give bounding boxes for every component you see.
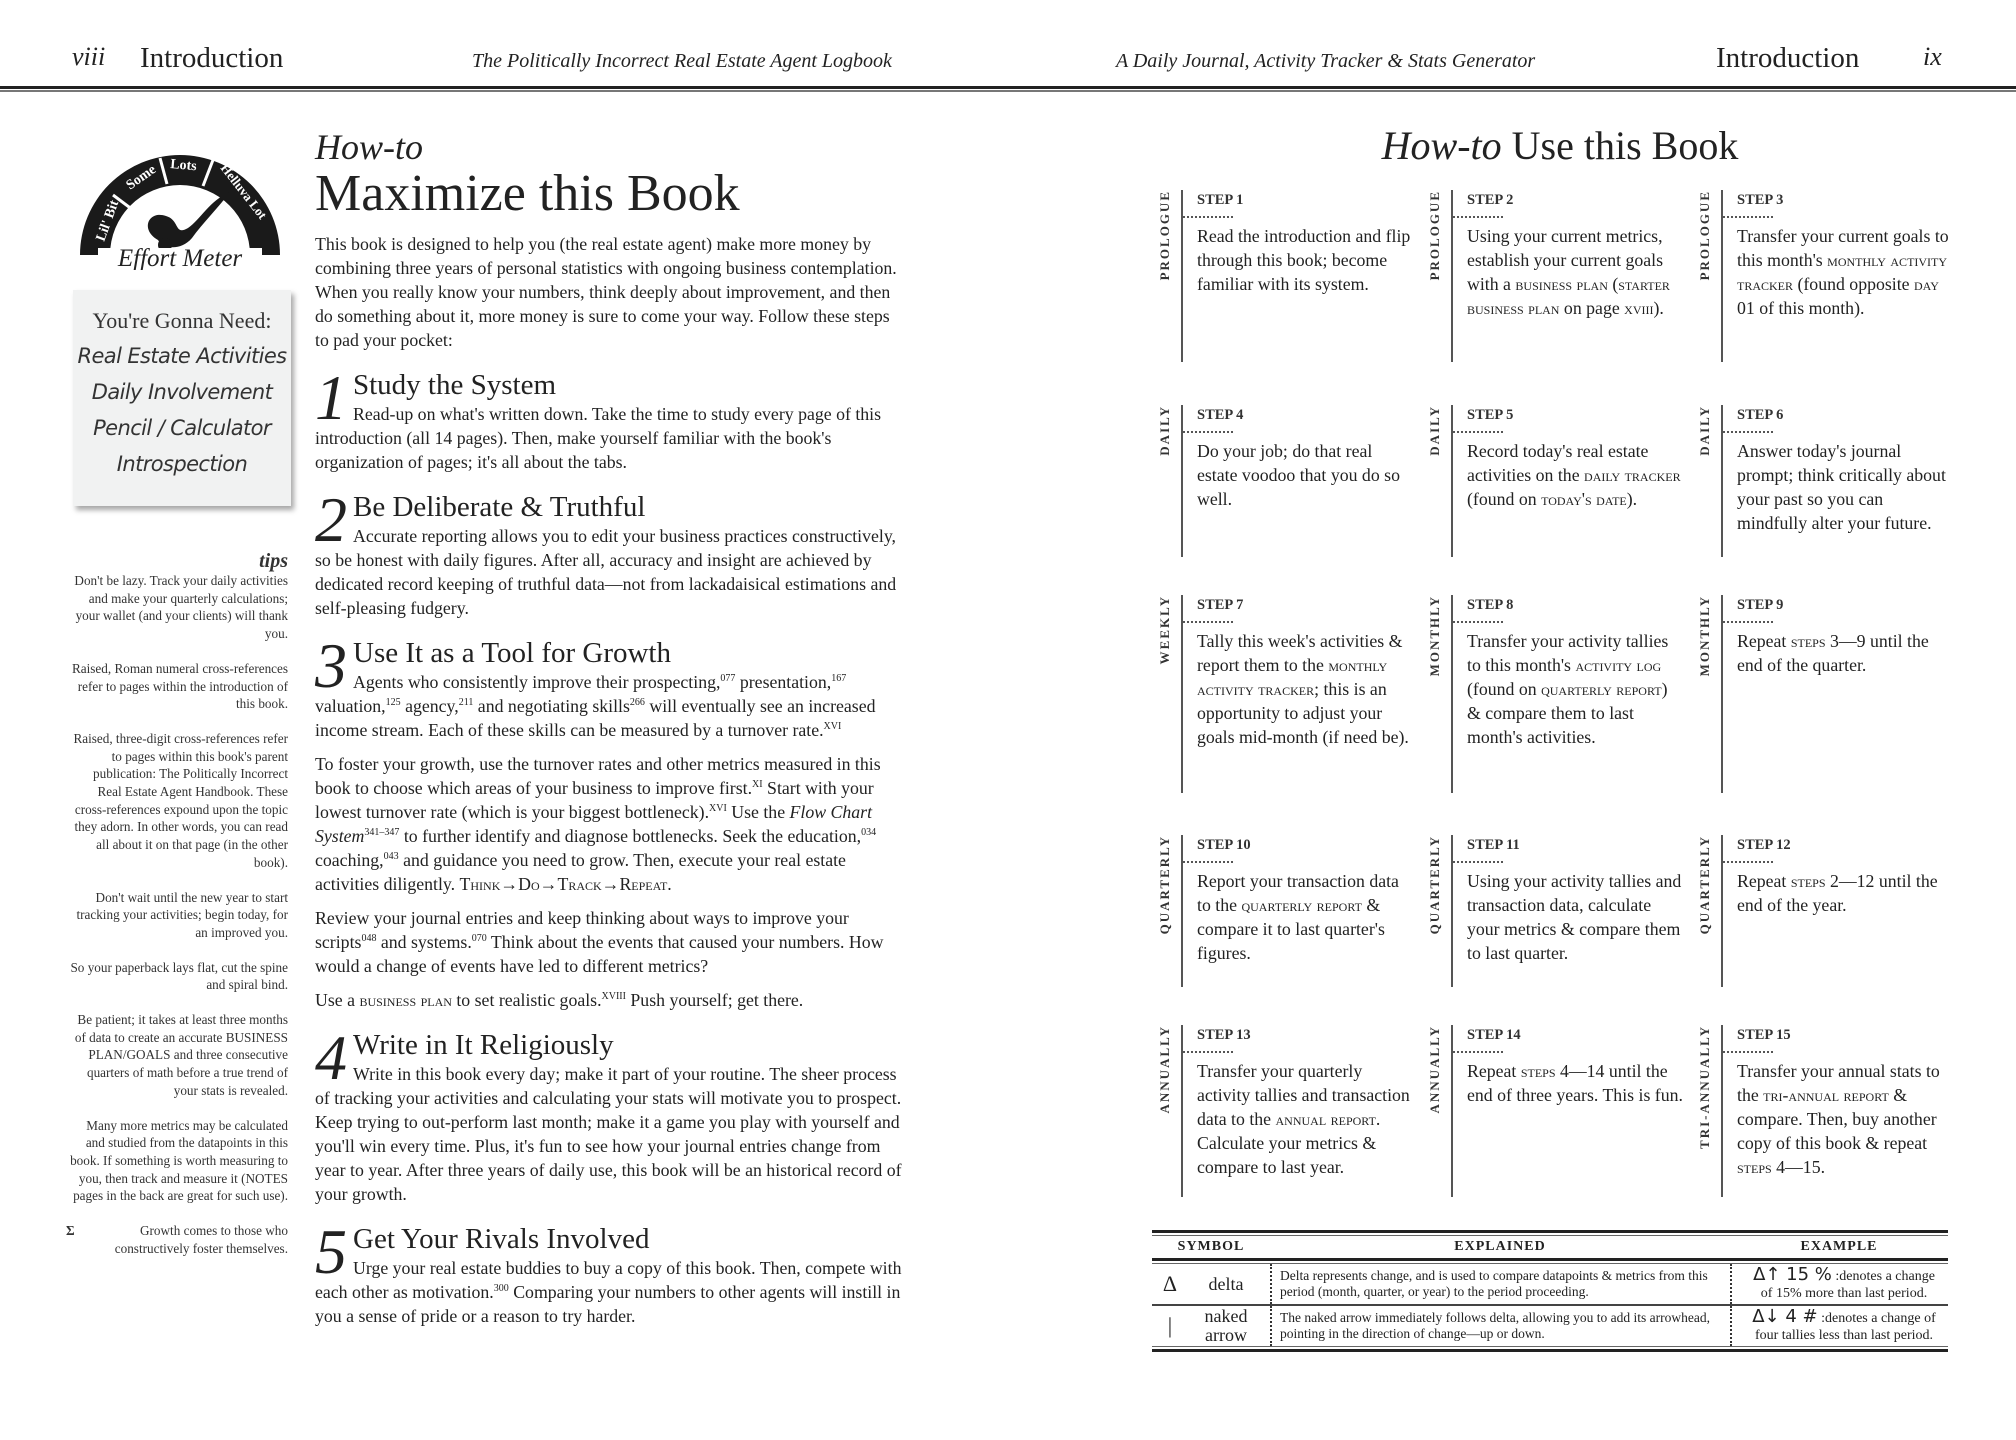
legend-header [1152, 1236, 1948, 1258]
step-divider [1451, 405, 1453, 557]
step-text: Using your current metrics, establish your current goals with a business plan (starter business plan on page xviii). [1467, 226, 1670, 318]
step-card: DAILY STEP 6 Answer today's journal prompt; think critically about your past so you can mindfully alter your future. [1695, 405, 1955, 557]
section-body: Accurate reporting allows you to edit your business practices constructively, so be honest with daily figures. After all, accuracy and insight are achieved by dedicated record keeping of truthful data—not from lackadaisical estimations and self-pleasing fudgery. [315, 526, 897, 618]
section-paragraph: To foster your growth, use the turnover rates and other metrics measured in this book to choose which areas of your business to improve first.$^{XI}$ Start with your lowest turnover rate (which is your biggest bottleneck).$^{XVI}$ Use the Flow Chart System$^{341-347}$ to further identify and diagnose bottlenecks. Seek the education,$^{034}$ coaching,$^{043}$ and guidance you need to grow. Then, execute your real estate activities diligently. Think→Do→Track→Repeat. [315, 754, 881, 894]
step-dotted-rule [1723, 216, 1773, 218]
article-kicker: How-to [315, 127, 423, 167]
step-label: STEP 10 [1197, 837, 1251, 853]
maximize-article [315, 128, 905, 1328]
step-divider [1181, 595, 1183, 793]
meter-level-label: Lots [169, 157, 198, 175]
step-divider [1181, 405, 1183, 557]
step-label: STEP 12 [1737, 837, 1791, 853]
symbol-name: delta [1208, 1273, 1244, 1294]
section-1 [315, 362, 905, 474]
step-dotted-rule [1453, 216, 1503, 218]
section-body: Agents who consistently improve their prospecting,$^{077}$ presentation,$^{167}$ valuation,$^{125}$ agency,$^{211}$ and negotiating skills$^{266}$ will eventually see an increased income stream. Each of these skills can be measured by a turnover rate.$^{XVI}$ [315, 672, 876, 740]
step-text: Report your transaction data to the quarterly report & compare it to last quarter's figures. [1197, 871, 1399, 963]
step-divider [1451, 595, 1453, 793]
step-dotted-rule [1453, 431, 1503, 433]
step-dotted-rule [1723, 621, 1773, 623]
step-card: ANNUALLY STEP 13 Transfer your quarterly activity tallies and transaction data to the annual report. Calculate your metrics & compare to last year. [1155, 1025, 1415, 1197]
tip-item-final [66, 1222, 288, 1257]
needs-item: Introspection [116, 452, 248, 476]
step-card: QUARTERLY STEP 10 Report your transaction data to the quarterly report & compare it to last quarter's figures. [1155, 835, 1415, 987]
section-5 [315, 1216, 905, 1328]
step-dotted-rule [1183, 861, 1233, 863]
section-title: Be Deliberate & Truthful [353, 491, 646, 523]
example-mark: Δ↓ 4 # [1752, 1306, 1818, 1327]
tip-item: Don't be lazy. Track your daily activities and make your quarterly calculations; your wallet (and your clients) will thank you. [74, 573, 288, 642]
effort-meter-title: Effort Meter [117, 245, 243, 270]
section-2 [315, 484, 905, 620]
legend-row [1152, 1306, 1948, 1346]
meter-level-label: Lil' Bit [93, 198, 123, 244]
step-dotted-rule [1723, 1051, 1773, 1053]
tips-sidebar [66, 550, 288, 1275]
step-label: STEP 15 [1737, 1027, 1791, 1043]
section-title: Write in It Religiously [353, 1029, 614, 1061]
step-card: WEEKLY STEP 7 Tally this week's activities & report them to the monthly activity tracker; this is an opportunity to adjust your goals mid-month (if need be). [1155, 595, 1415, 793]
section-title: Get Your Rivals Involved [353, 1223, 650, 1255]
symbol-example: Δ↑ 15 % :denotes a change of 15% more than last period. [1730, 1264, 1948, 1304]
step-text: Repeat steps 2—12 until the end of the year. [1737, 871, 1938, 915]
section-paragraph: Review your journal entries and keep thinking about ways to improve your scripts$^{048}$ and systems.$^{070}$ Think about the events that caused your numbers. How would a change of events have led to different metrics? [315, 908, 884, 976]
use-book-heading: Use this Book [1511, 123, 1739, 168]
tip-text: Growth comes to those who constructively foster themselves. [114, 1223, 288, 1256]
tip-item: Don't wait until the new year to start tracking your activities; begin today, for an improved you. [76, 889, 288, 940]
section-number: 2 [315, 484, 347, 555]
needs-card [73, 290, 291, 506]
tip-item: Raised, three-digit cross-references refer to pages within this book's parent publication: The Politically Incorrect Real Estate Agent Handbook. These cross-references expound upon the topic they adorn. In other words, you can read all about it on that page (in the other book). [73, 730, 288, 870]
step-text: Do your job; do that real estate voodoo that you do so well. [1197, 441, 1400, 509]
use-book-title [1150, 122, 1970, 169]
step-text: Transfer your annual stats to the tri-annual report & compare. Then, buy another copy of this book & repeat steps 4—15. [1737, 1061, 1940, 1177]
left-section-title: Introduction [140, 42, 284, 74]
step-label: STEP 4 [1197, 407, 1244, 423]
section-paragraph: Use a business plan to set realistic goals.$^{XVIII}$ Push yourself; get there. [315, 990, 804, 1010]
step-text: Repeat steps 4—14 until the end of three years. This is fun. [1467, 1061, 1683, 1105]
step-card: PROLOGUE STEP 3 Transfer your current goals to this month's monthly activity tracker (found opposite day 01 of this month). [1695, 190, 1955, 362]
section-body: Urge your real estate buddies to buy a copy of this book. Then, compete with each other as motivation.$^{300}$ Comparing your numbers to other agents will instill in you a sense of pride or a reason to try harder. [315, 1258, 902, 1326]
meter-level-label: Some [123, 162, 160, 194]
header-rule-thin [0, 90, 2016, 92]
step-divider [1721, 835, 1723, 987]
step-card: QUARTERLY STEP 12 Repeat steps 2—12 until the end of the year. [1695, 835, 1955, 987]
sigma-icon: Σ [66, 1223, 75, 1239]
section-number: 3 [315, 630, 347, 701]
step-text: Tally this week's activities & report them to the monthly activity tracker; this is an opportunity to adjust your goals mid-month (if need be). [1197, 631, 1409, 747]
symbol-example: Δ↓ 4 # :denotes a change of four tallies less than last period. [1730, 1306, 1948, 1346]
effort-meter [70, 120, 290, 270]
step-text: Repeat steps 3—9 until the end of the quarter. [1737, 631, 1929, 675]
step-divider [1721, 405, 1723, 557]
tip-item: Be patient; it takes at least three months of data to create an accurate BUSINESS PLAN/GOALS and three consecutive quarters of math before a true trend of your stats is revealed. [74, 1012, 288, 1098]
step-label: STEP 9 [1737, 597, 1784, 613]
legend-row [1152, 1264, 1948, 1304]
step-divider [1721, 595, 1723, 793]
symbol-name: naked arrow [1204, 1306, 1248, 1345]
step-card: QUARTERLY STEP 11 Using your activity tallies and transaction data, calculate your metrics & compare them to last quarter. [1425, 835, 1685, 987]
section-3 [315, 630, 905, 1012]
step-dotted-rule [1453, 621, 1503, 623]
step-text: Answer today's journal prompt; think critically about your past so you can mindfully alter your future. [1737, 441, 1946, 533]
legend-col-symbol: SYMBOL [1177, 1239, 1245, 1254]
step-label: STEP 7 [1197, 597, 1244, 613]
step-text: Transfer your quarterly activity tallies and transaction data to the annual report. Calculate your metrics & compare to last year. [1197, 1061, 1410, 1177]
article-intro: This book is designed to help you (the real estate agent) make more money by combining three years of personal statistics with ongoing business contemplation. When you really know your numbers, think deeply about improvement, and then do something about it, more money is sure to come your way. Follow these steps to pad your pocket: [315, 234, 897, 350]
legend-rule [1152, 1346, 1948, 1352]
step-text: Record today's real estate activities on the daily tracker (found on today's date). [1467, 441, 1681, 509]
step-card: TRI-ANNUALLY STEP 15 Transfer your annual stats to the tri-annual report & compare. Then, buy another copy of this book & repeat steps 4—15. [1695, 1025, 1955, 1197]
tips-heading: tips [259, 550, 288, 572]
tip-item: Many more metrics may be calculated and studied from the datapoints in this book. If something is worth measuring to you, then track and measure it (NOTES pages in the back are great for such use). [70, 1117, 288, 1204]
step-label: STEP 13 [1197, 1027, 1251, 1043]
step-label: STEP 1 [1197, 192, 1244, 208]
step-label: STEP 14 [1467, 1027, 1521, 1043]
step-text: Transfer your current goals to this month's monthly activity tracker (found opposite day 01 of this month). [1737, 226, 1949, 318]
step-card: PROLOGUE STEP 1 Read the introduction and flip through this book; become familiar with its system. [1155, 190, 1415, 362]
step-dotted-rule [1453, 861, 1503, 863]
step-dotted-rule [1723, 861, 1773, 863]
section-number: 5 [315, 1216, 347, 1287]
step-card: MONTHLY STEP 9 Repeat steps 3—9 until the end of the quarter. [1695, 595, 1955, 793]
right-page-number: ix [1923, 42, 1942, 71]
step-card: DAILY STEP 4 Do your job; do that real estate voodoo that you do so well. [1155, 405, 1415, 557]
step-label: STEP 11 [1467, 837, 1520, 853]
step-dotted-rule [1183, 431, 1233, 433]
step-card: MONTHLY STEP 8 Transfer your activity tallies to this month's activity log (found on quarterly report) & compare them to last month's activities. [1425, 595, 1685, 793]
section-body: Write in this book every day; make it part of your routine. The sheer process of tracking your activities and calculating your stats will motivate you to prospect. Keep trying to out-perform last month; make it a game you play with yourself and you'll win every time. Plus, it's fun to see how your journal entries change from year to year. After three years of daily use, this book will be an historical record of your growth. [315, 1064, 902, 1204]
step-text: Transfer your activity tallies to this month's activity log (found on quarterly report) & compare them to last month's activities. [1467, 631, 1669, 747]
step-label: STEP 6 [1737, 407, 1784, 423]
step-label: STEP 2 [1467, 192, 1514, 208]
section-number: 4 [315, 1022, 347, 1093]
right-section-title: Introduction [1716, 42, 1860, 74]
header-rule [0, 86, 2016, 89]
needs-item: Daily Involvement [91, 380, 273, 404]
step-dotted-rule [1453, 1051, 1503, 1053]
step-label: STEP 5 [1467, 407, 1514, 423]
section-title: Use It as a Tool for Growth [353, 637, 671, 669]
step-text: Using your activity tallies and transaction data, calculate your metrics & compare them to last quarter. [1467, 871, 1682, 963]
needs-card-title: You're Gonna Need: [92, 308, 272, 333]
step-dotted-rule [1723, 431, 1773, 433]
symbol-legend [1152, 1230, 1948, 1352]
step-card: ANNUALLY STEP 14 Repeat steps 4—14 until the end of three years. This is fun. [1425, 1025, 1685, 1197]
step-dotted-rule [1183, 621, 1233, 623]
naked-arrow-icon: | [1167, 1313, 1173, 1338]
step-dotted-rule [1183, 216, 1233, 218]
needs-item: Real Estate Activities [77, 344, 287, 368]
section-4 [315, 1022, 905, 1206]
symbol-explanation: The naked arrow immediately follows delta, allowing you to add its arrowhead, pointing in the direction of change—up or down. [1270, 1306, 1730, 1346]
legend-col-explained: EXPLAINED [1454, 1239, 1546, 1254]
tip-item: Raised, Roman numeral cross-references refer to pages within the introduction of this book. [71, 660, 288, 712]
step-divider [1181, 835, 1183, 987]
section-number: 1 [315, 362, 347, 433]
delta-icon: Δ [1162, 1271, 1178, 1296]
step-label: STEP 3 [1737, 192, 1784, 208]
tip-item: So your paperback lays flat, cut the spine and spiral bind. [70, 959, 288, 993]
left-book-title: The Politically Incorrect Real Estate Agent Logbook [472, 50, 892, 72]
section-title: Study the System [353, 369, 557, 401]
right-book-subtitle: A Daily Journal, Activity Tracker & Stats Generator [1116, 50, 1536, 72]
step-label: STEP 8 [1467, 597, 1514, 613]
meter-level-label: Helluva Lot [217, 160, 271, 222]
step-divider [1451, 835, 1453, 987]
symbol-explanation: Delta represents change, and is used to compare datapoints & metrics from this period (month, quarter, or year) to the period proceeding. [1270, 1264, 1730, 1304]
left-page-number: viii [72, 42, 106, 71]
legend-col-example: EXAMPLE [1800, 1239, 1878, 1254]
needs-item: Pencil / Calculator [93, 416, 271, 440]
article-title: Maximize this Book [315, 165, 740, 222]
step-card: DAILY STEP 5 Record today's real estate activities on the daily tracker (found on today's date). [1425, 405, 1685, 557]
example-mark: Δ↑ 15 % [1753, 1264, 1832, 1285]
step-card: PROLOGUE STEP 2 Using your current metrics, establish your current goals with a business plan (starter business plan on page xviii). [1425, 190, 1685, 362]
step-text: Read the introduction and flip through this book; become familiar with its system. [1197, 226, 1411, 294]
effort-meter-gauge-icon [70, 120, 290, 270]
section-body: Read-up on what's written down. Take the time to study every page of this introduction (all 14 pages). Then, make yourself familiar with the book's organization of pages; it's all about the tabs. [315, 404, 882, 472]
use-book-kicker: How-to [1381, 123, 1502, 168]
step-dotted-rule [1183, 1051, 1233, 1053]
page-header [0, 0, 2016, 92]
